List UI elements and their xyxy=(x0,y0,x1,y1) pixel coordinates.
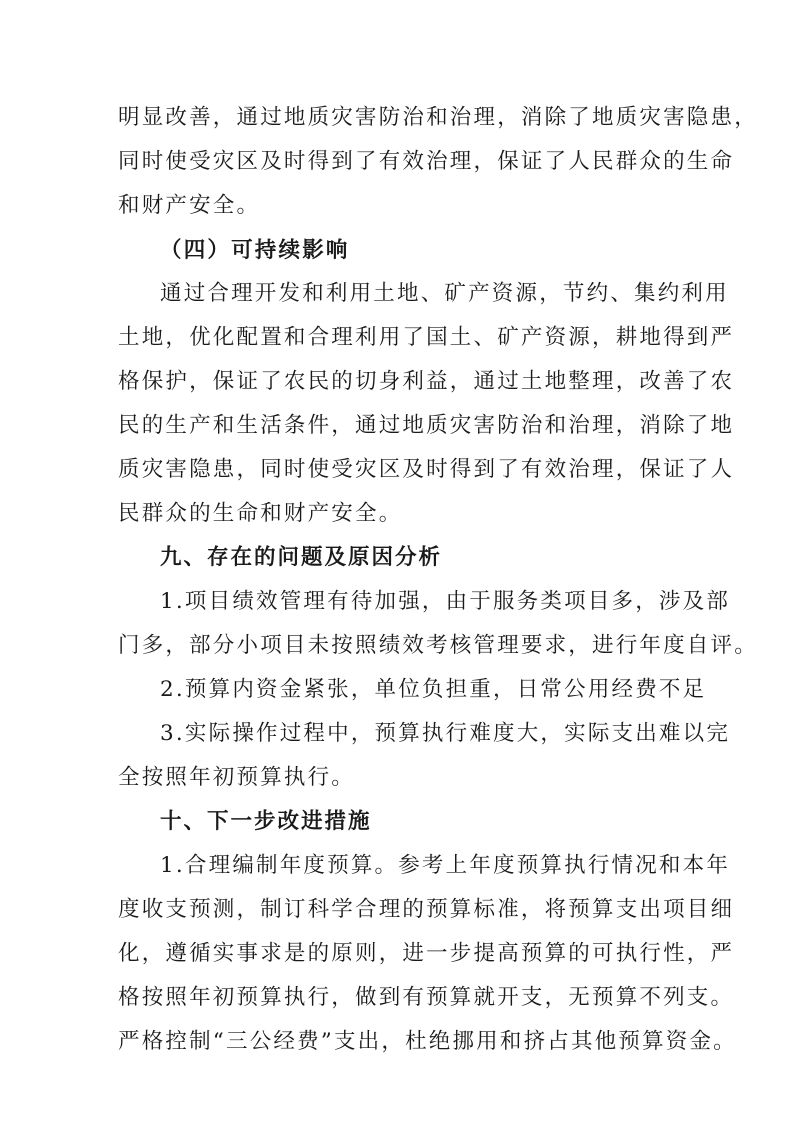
text-line: 1.项目绩效管理有待加强，由于服务类项目多，涉及部 xyxy=(160,589,731,614)
text-line: 民的生产和生活条件，通过地质灾害防治和治理，消除了地 xyxy=(118,413,735,438)
text-line: 全按照年初预算执行。 xyxy=(118,765,356,790)
text-line: 2.预算内资金紧张，单位负担重，日常公用经费不足 xyxy=(160,677,707,702)
text-line: 同时使受灾区及时得到了有效治理，保证了人民群众的生命 xyxy=(118,149,735,174)
text-line: 化，遵循实事求是的原则，进一步提高预算的可执行性，严 xyxy=(118,941,735,966)
text-line: 民群众的生命和财产安全。 xyxy=(118,501,403,526)
text-line: 3.实际操作过程中，预算执行难度大，实际支出难以完 xyxy=(160,721,731,746)
text-line: 通过合理开发和利用土地、矿产资源，节约、集约利用 xyxy=(160,281,729,306)
text-line: 门多，部分小项目未按照绩效考核管理要求，进行年度自评。 xyxy=(118,633,758,658)
text-line: 质灾害隐患，同时使受灾区及时得到了有效治理，保证了人 xyxy=(118,457,735,482)
text-line: 明显改善，通过地质灾害防治和治理，消除了地质灾害隐患， xyxy=(118,105,758,130)
text-line: 1.合理编制年度预算。参考上年度预算执行情况和本年 xyxy=(160,853,731,878)
text-line: 格按照年初预算执行，做到有预算就开支，无预算不列支。 xyxy=(118,985,735,1010)
section-heading-9: 九、存在的问题及原因分析 xyxy=(160,545,443,570)
text-line: 土地，优化配置和合理利用了国土、矿产资源，耕地得到严 xyxy=(118,325,735,350)
subsection-heading: （四）可持续影响 xyxy=(160,238,350,263)
text-line: 度收支预测，制订科学合理的预算标准，将预算支出项目细 xyxy=(118,897,735,922)
text-line: 格保护，保证了农民的切身利益，通过土地整理，改善了农 xyxy=(118,369,735,394)
text-line: 和财产安全。 xyxy=(118,193,261,218)
text-line: 严格控制“三公经费”支出，杜绝挪用和挤占其他预算资金。 xyxy=(118,1029,737,1054)
section-heading-10: 十、下一步改进措施 xyxy=(160,809,372,834)
